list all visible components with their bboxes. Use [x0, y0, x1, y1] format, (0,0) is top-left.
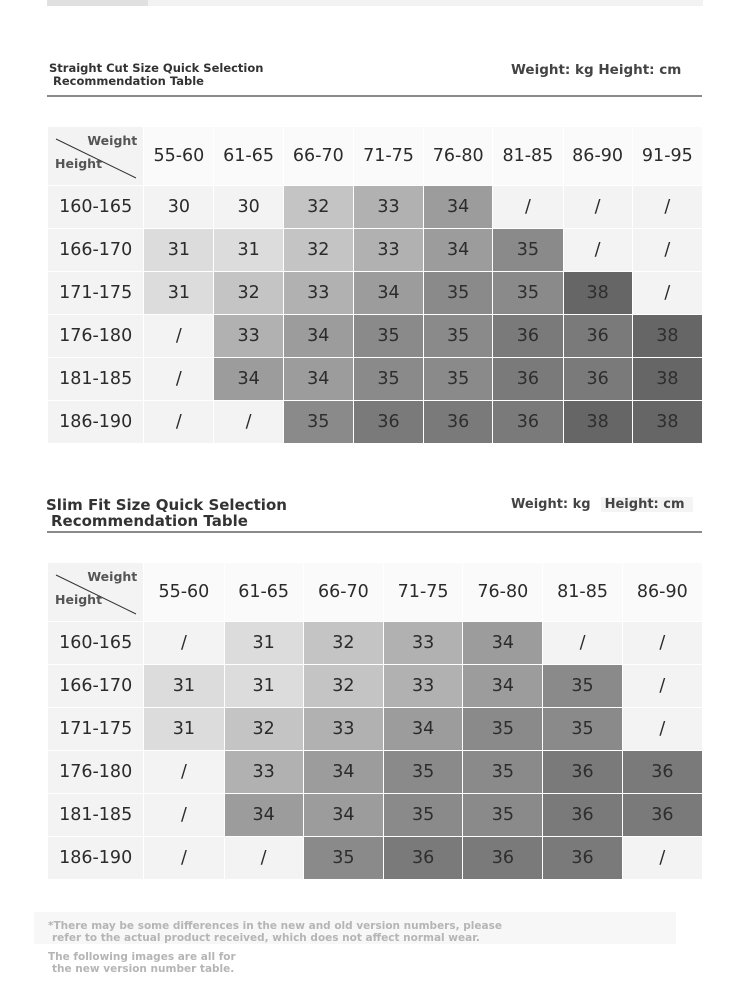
straight-size-cell: 33 [353, 186, 423, 229]
slim-size-cell: / [144, 751, 224, 794]
straight-corner-weight-label: Weight [87, 133, 138, 148]
straight-size-cell: 35 [424, 272, 493, 315]
slim-size-cell: / [144, 837, 224, 880]
straight-size-cell: 36 [563, 358, 632, 401]
straight-size-cell: / [144, 315, 214, 358]
straight-size-cell: 34 [214, 358, 283, 401]
slim-size-cell: 31 [224, 622, 303, 665]
slim-weight-header: 81-85 [543, 563, 622, 622]
straight-size-cell: 36 [353, 401, 423, 444]
straight-height-header: 186-190 [48, 401, 144, 444]
slim-size-cell: 35 [303, 837, 383, 880]
straight-table-row [48, 272, 703, 315]
straight-weight-header: 81-85 [493, 127, 563, 186]
slim-size-cell: 35 [463, 751, 543, 794]
straight-size-cell: / [214, 401, 283, 444]
slim-height-header: 166-170 [48, 665, 144, 708]
slim-size-cell: 32 [303, 665, 383, 708]
straight-title-rule [47, 95, 702, 97]
slim-size-cell: 36 [463, 837, 543, 880]
top-divider-bar [47, 0, 703, 6]
straight-size-cell: / [144, 358, 214, 401]
slim-size-cell: 33 [303, 708, 383, 751]
straight-table-row [48, 401, 703, 444]
slim-corner-weight-label: Weight [87, 569, 138, 584]
slim-size-cell: 35 [383, 794, 462, 837]
straight-table-row [48, 358, 703, 401]
straight-table-title [49, 63, 263, 87]
slim-table-title [46, 498, 287, 529]
slim-title-line1: Slim Fit Size Quick Selection [46, 496, 287, 514]
straight-size-cell: 33 [283, 272, 353, 315]
straight-size-cell: 32 [283, 229, 353, 272]
straight-size-cell: 35 [353, 358, 423, 401]
straight-height-header: 160-165 [48, 186, 144, 229]
straight-title-line1: Straight Cut Size Quick Selection [49, 61, 264, 75]
straight-size-cell: 38 [632, 358, 702, 401]
slim-size-cell: 33 [224, 751, 303, 794]
slim-corner-height-label: Height [55, 592, 103, 607]
slim-size-cell: 32 [224, 708, 303, 751]
straight-size-cell: 36 [424, 401, 493, 444]
slim-weight-header: 71-75 [383, 563, 462, 622]
straight-units: Weight: kg Height: cm [511, 62, 682, 78]
straight-size-cell: 34 [283, 315, 353, 358]
new-version-note-line1: The following images are all for [48, 951, 236, 963]
slim-height-header: 160-165 [48, 622, 144, 665]
slim-size-cell: / [543, 622, 622, 665]
straight-size-cell: 36 [493, 315, 563, 358]
slim-size-cell: 36 [543, 794, 622, 837]
slim-weight-header: 61-65 [224, 563, 303, 622]
slim-units [511, 497, 693, 512]
slim-size-cell: 34 [303, 751, 383, 794]
slim-weight-header: 66-70 [303, 563, 383, 622]
straight-size-cell: 31 [144, 272, 214, 315]
slim-size-cell: 34 [303, 794, 383, 837]
slim-weight-header: 86-90 [622, 563, 702, 622]
straight-size-cell: / [632, 186, 702, 229]
straight-size-cell: 30 [214, 186, 283, 229]
straight-weight-header: 86-90 [563, 127, 632, 186]
straight-height-header: 166-170 [48, 229, 144, 272]
straight-size-cell: / [632, 272, 702, 315]
straight-size-cell: 38 [632, 401, 702, 444]
slim-size-cell: 36 [543, 837, 622, 880]
slim-table-row [48, 622, 703, 665]
slim-units-weight: Weight: kg [511, 497, 591, 512]
slim-size-cell: 31 [144, 665, 224, 708]
straight-size-cell: / [632, 229, 702, 272]
slim-weight-header: 55-60 [144, 563, 224, 622]
slim-weight-header: 76-80 [463, 563, 543, 622]
slim-size-cell: 35 [543, 708, 622, 751]
slim-size-table [47, 562, 703, 880]
slim-table-row [48, 794, 703, 837]
top-divider-segment [47, 0, 148, 6]
straight-title-line2: Recommendation Table [53, 73, 204, 88]
straight-size-cell: 32 [214, 272, 283, 315]
slim-size-cell: 35 [463, 794, 543, 837]
slim-height-header: 176-180 [48, 751, 144, 794]
slim-size-cell: 34 [383, 708, 462, 751]
slim-size-cell: / [144, 794, 224, 837]
slim-height-header: 186-190 [48, 837, 144, 880]
slim-size-cell: 34 [463, 622, 543, 665]
straight-size-cell: / [563, 229, 632, 272]
slim-table-row [48, 665, 703, 708]
straight-size-cell: 31 [214, 229, 283, 272]
slim-size-cell: / [622, 837, 702, 880]
slim-height-header: 181-185 [48, 794, 144, 837]
slim-size-cell: 32 [303, 622, 383, 665]
straight-weight-header: 61-65 [214, 127, 283, 186]
straight-weight-header: 76-80 [424, 127, 493, 186]
slim-size-cell: 31 [144, 708, 224, 751]
slim-size-cell: / [622, 622, 702, 665]
slim-table-row [48, 708, 703, 751]
straight-table-row [48, 229, 703, 272]
slim-table-row [48, 837, 703, 880]
straight-weight-header: 91-95 [632, 127, 702, 186]
version-note-line1: *There may be some differences in the new and old version numbers, please [48, 920, 502, 932]
slim-size-cell: 33 [383, 622, 462, 665]
slim-size-cell: 35 [543, 665, 622, 708]
straight-size-cell: 35 [493, 229, 563, 272]
straight-size-cell: / [144, 401, 214, 444]
straight-size-cell: 35 [424, 358, 493, 401]
straight-corner-height-label: Height [55, 156, 103, 171]
slim-table-row [48, 751, 703, 794]
straight-weight-header: 71-75 [353, 127, 423, 186]
straight-weight-header: 66-70 [283, 127, 353, 186]
straight-size-cell: 35 [424, 315, 493, 358]
straight-size-cell: 38 [563, 401, 632, 444]
slim-size-cell: / [622, 708, 702, 751]
slim-size-cell: / [144, 622, 224, 665]
slim-title-line2: Recommendation Table [51, 512, 248, 530]
slim-size-cell: / [622, 665, 702, 708]
straight-size-cell: 36 [563, 315, 632, 358]
slim-size-cell: 36 [622, 751, 702, 794]
straight-size-cell: / [563, 186, 632, 229]
straight-height-header: 176-180 [48, 315, 144, 358]
slim-units-height: Height: cm [601, 497, 693, 512]
slim-size-cell: 33 [383, 665, 462, 708]
slim-height-header: 171-175 [48, 708, 144, 751]
straight-size-cell: 36 [493, 401, 563, 444]
straight-corner-header [48, 127, 144, 186]
slim-size-cell: 36 [622, 794, 702, 837]
slim-size-cell: 31 [224, 665, 303, 708]
slim-corner-header [48, 563, 144, 622]
straight-size-cell: 34 [353, 272, 423, 315]
straight-size-cell: / [493, 186, 563, 229]
straight-height-header: 171-175 [48, 272, 144, 315]
slim-size-cell: 36 [383, 837, 462, 880]
straight-size-cell: 36 [493, 358, 563, 401]
straight-size-cell: 33 [214, 315, 283, 358]
straight-size-cell: 38 [632, 315, 702, 358]
new-version-note-line2: the new version number table. [52, 962, 235, 975]
straight-size-cell: 33 [353, 229, 423, 272]
straight-size-table [47, 126, 703, 444]
slim-size-cell: 36 [543, 751, 622, 794]
straight-size-cell: 34 [283, 358, 353, 401]
slim-size-cell: 34 [463, 665, 543, 708]
slim-size-cell: / [224, 837, 303, 880]
slim-size-cell: 35 [463, 708, 543, 751]
version-note [48, 921, 502, 944]
straight-size-cell: 31 [144, 229, 214, 272]
straight-table-row [48, 186, 703, 229]
straight-weight-header: 55-60 [144, 127, 214, 186]
version-note-line2: refer to the actual product received, which does not affect normal wear. [52, 931, 480, 944]
straight-size-cell: 35 [353, 315, 423, 358]
straight-height-header: 181-185 [48, 358, 144, 401]
new-version-note [48, 952, 236, 975]
straight-table-row [48, 315, 703, 358]
straight-size-cell: 38 [563, 272, 632, 315]
straight-size-cell: 34 [424, 186, 493, 229]
slim-title-rule [47, 531, 702, 533]
straight-size-cell: 35 [493, 272, 563, 315]
straight-size-cell: 35 [283, 401, 353, 444]
straight-size-cell: 34 [424, 229, 493, 272]
slim-size-cell: 35 [383, 751, 462, 794]
straight-size-cell: 32 [283, 186, 353, 229]
straight-size-cell: 30 [144, 186, 214, 229]
slim-size-cell: 34 [224, 794, 303, 837]
